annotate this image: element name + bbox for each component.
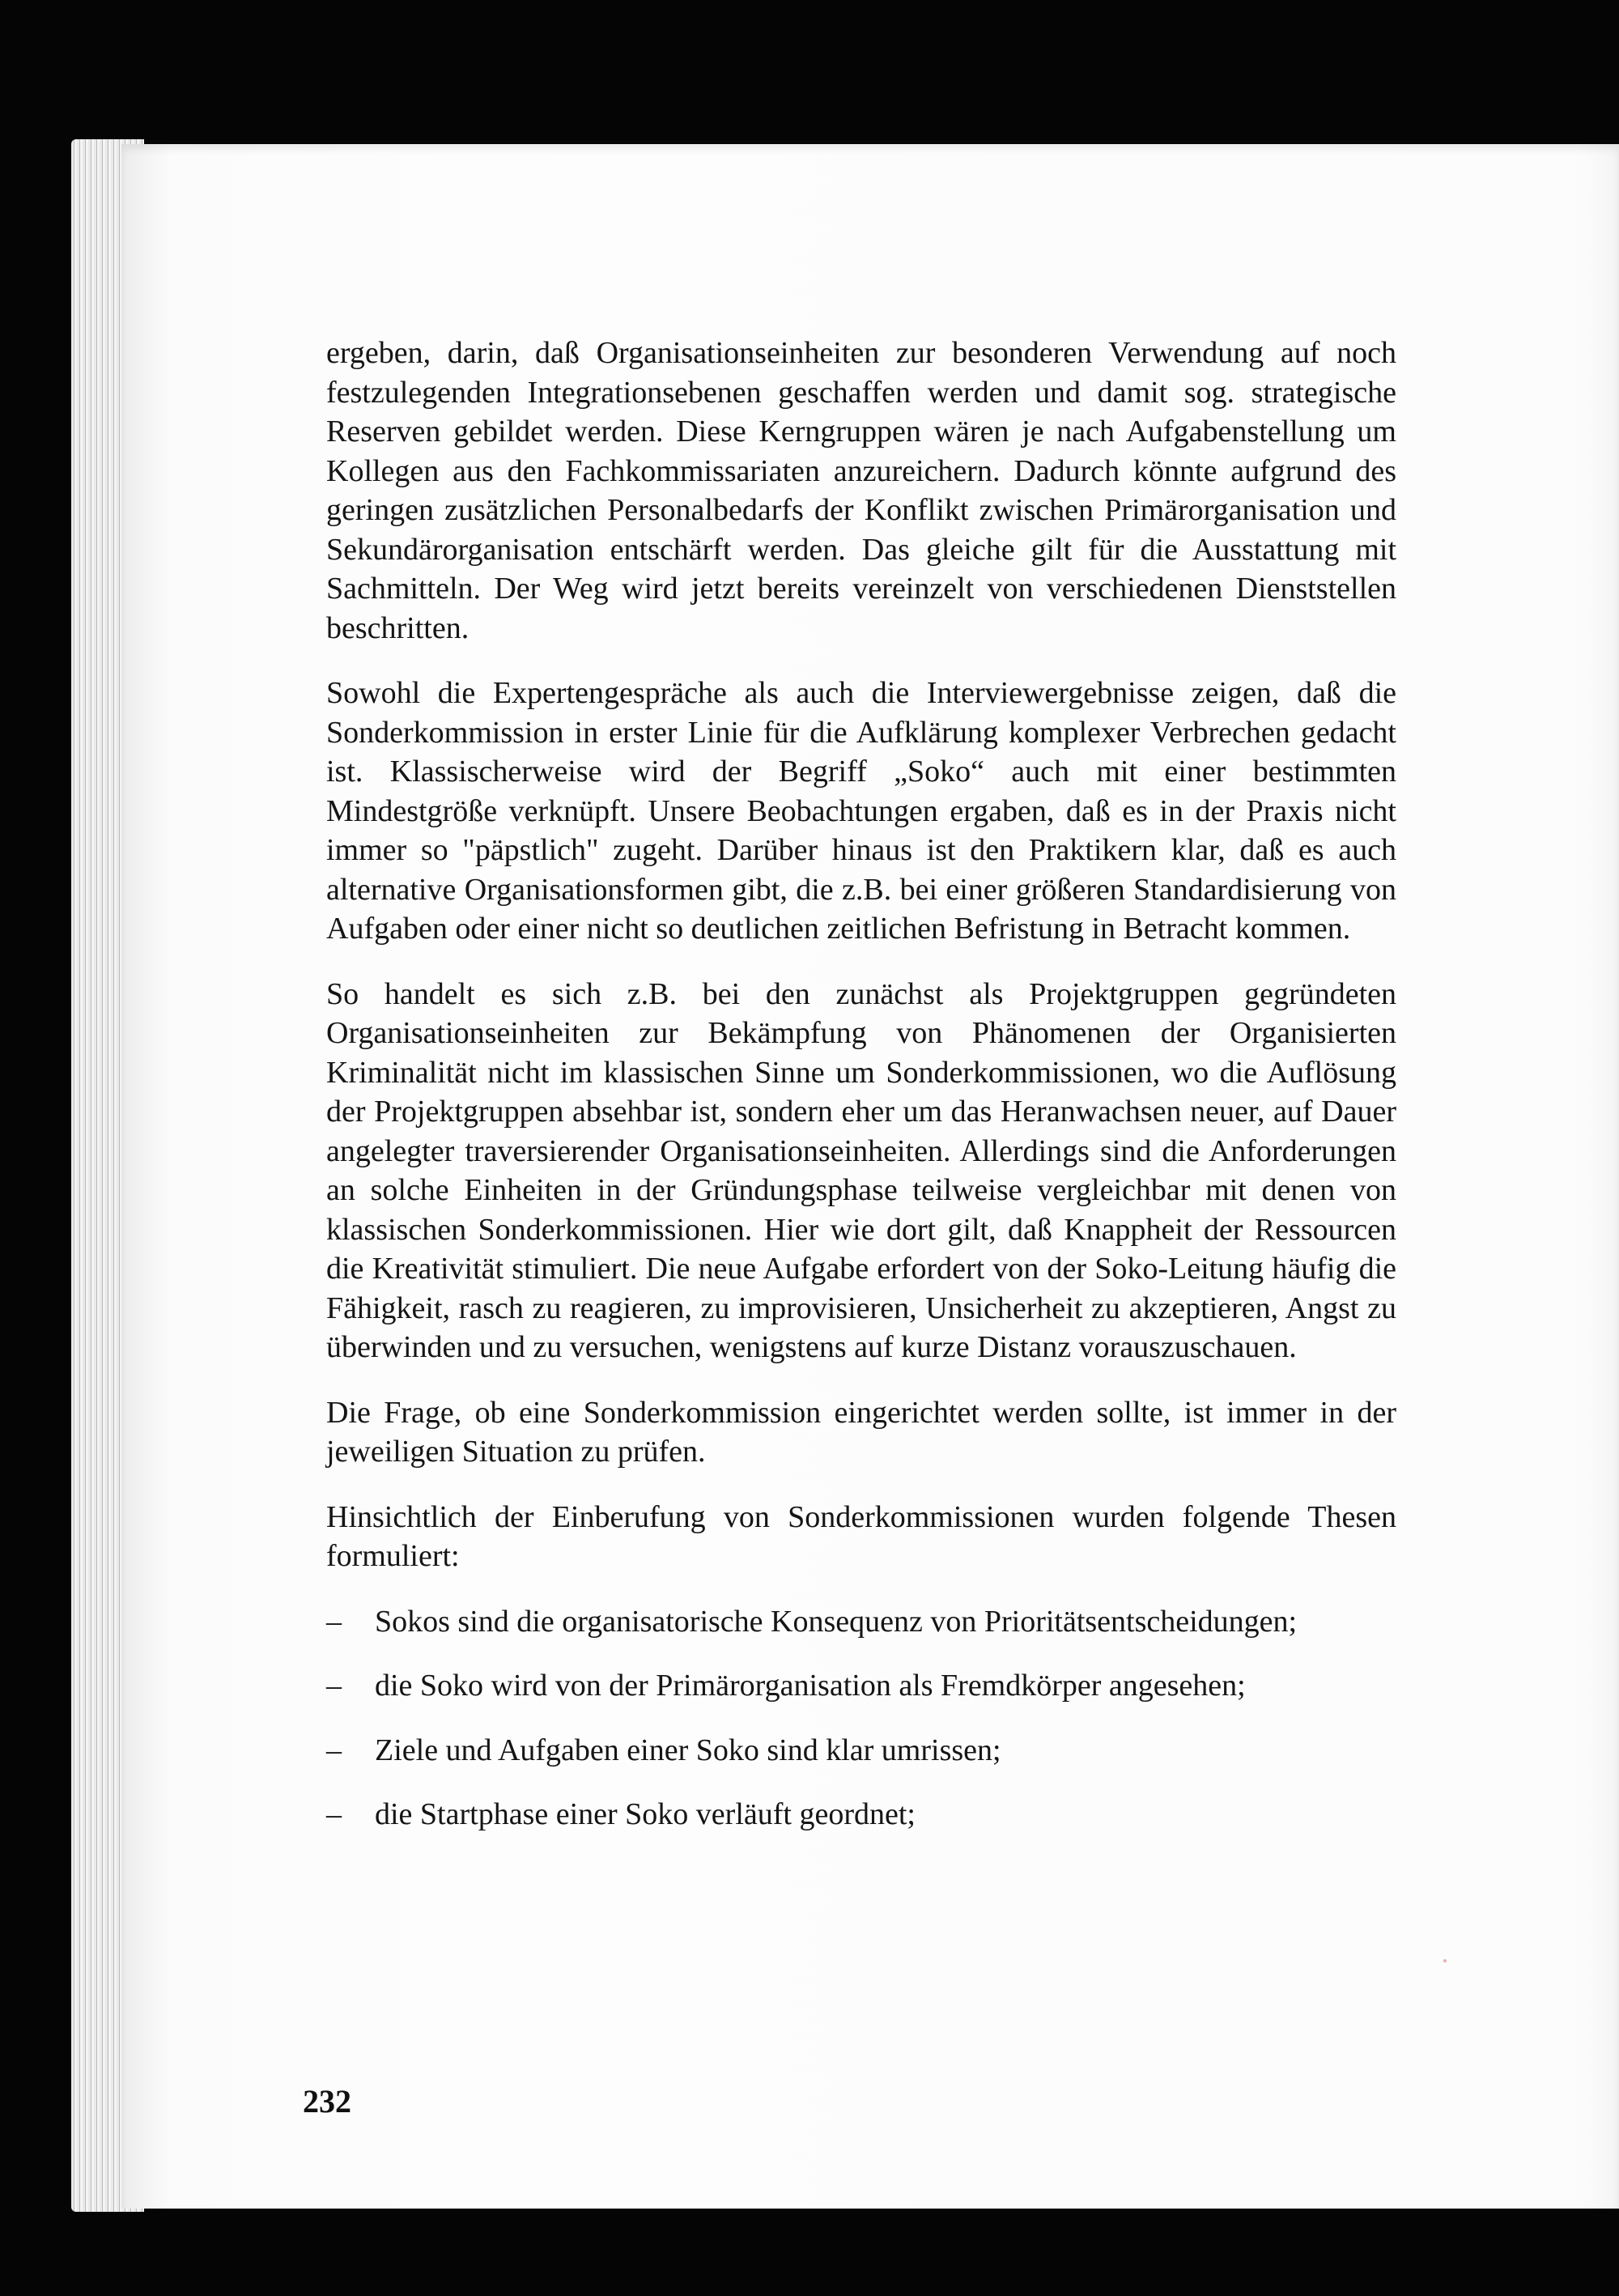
list-item <box>326 1795 1396 1835</box>
paper-speck <box>1443 1959 1447 1962</box>
list-item-text: die Soko wird von der Primärorganisation als Fremdkörper angesehen; <box>375 1669 1246 1703</box>
paragraph-1: ergeben, darin, daß Organisationseinheiten zur besonderen Verwendung auf noch festzulegenden Integrationsebenen geschaffen werden und damit sog. strategische Reserven gebildet werden. Diese Kerngruppen wären je nach Aufgabenstellung um Kollegen aus den Fachkommissariaten anzureichern. Dadurch könnte aufgrund des geringen zusätzlichen Personalbedarfs der Konflikt zwischen Primärorganisation und Sekundärorganisation entschärft werden. Das gleiche gilt für die Ausstattung mit Sachmitteln. Der Weg wird jetzt bereits vereinzelt von verschiedenen Dienststellen beschritten. <box>326 336 1396 645</box>
page-number: 232 <box>303 2083 351 2120</box>
list-item-text: die Startphase einer Soko verläuft geordnet; <box>375 1797 916 1831</box>
paragraph-3: So handelt es sich z.B. bei den zunächst als Projektgruppen gegründeten Organisationseinheiten zur Bekämpfung von Phänomenen der Organisierten Kriminalität nicht im klassischen Sinne um Sonderkommissionen, wo die Auflösung der Projektgruppen absehbar ist, sondern eher um das Heranwachsen neuer, auf Dauer angelegter traversierender Organisationseinheiten. Allerdings sind die Anforderungen an solche Einheiten in der Gründungsphase teilweise vergleichbar mit denen von klassischen Sonderkommissionen. Hier wie dort gilt, daß Knappheit der Ressourcen die Kreativität stimuliert. Die neue Aufgabe erfordert von der Soko-Leitung häufig die Fähigkeit, rasch zu reagieren, zu improvisieren, Unsicherheit zu akzeptieren, Angst zu überwinden und zu versuchen, wenigstens auf kurze Distanz vorauszuschauen. <box>326 976 1396 1364</box>
list-dash: – <box>326 1669 342 1703</box>
list-item-text: Ziele und Aufgaben einer Soko sind klar umrissen; <box>375 1733 1001 1767</box>
body-text <box>326 334 1396 1860</box>
paragraph-4: Die Frage, ob eine Sonderkommission eingerichtet werden sollte, ist immer in der jeweiligen Situation zu prüfen. <box>326 1395 1396 1469</box>
theses-list <box>326 1602 1396 1835</box>
list-item-text: Sokos sind die organisatorische Konsequenz von Prioritätsentscheidungen; <box>375 1604 1298 1639</box>
list-item <box>326 1666 1396 1706</box>
paragraph-5: Hinsichtlich der Einberufung von Sonderkommissionen wurden folgende Thesen formuliert: <box>326 1499 1396 1573</box>
list-item <box>326 1731 1396 1771</box>
paragraph-2: Sowohl die Expertengespräche als auch die Interviewergebnisse zeigen, daß die Sonderkommission in erster Linie für die Aufklärung komplexer Verbrechen gedacht ist. Klassischerweise wird der Begriff „Soko“ auch mit einer bestimmten Mindestgröße verknüpft. Unsere Beobachtungen ergaben, daß es in der Praxis nicht immer so "päpstlich" zugeht. Darüber hinaus ist den Praktikern klar, daß es auch alternative Organisationsformen gibt, die z.B. bei einer größeren Standardisierung von Aufgaben oder einer nicht so deutlichen zeitlichen Befristung in Betracht kommen. <box>326 676 1396 946</box>
list-dash: – <box>326 1797 342 1831</box>
list-dash: – <box>326 1733 342 1767</box>
list-dash: – <box>326 1604 342 1639</box>
list-item <box>326 1602 1396 1642</box>
